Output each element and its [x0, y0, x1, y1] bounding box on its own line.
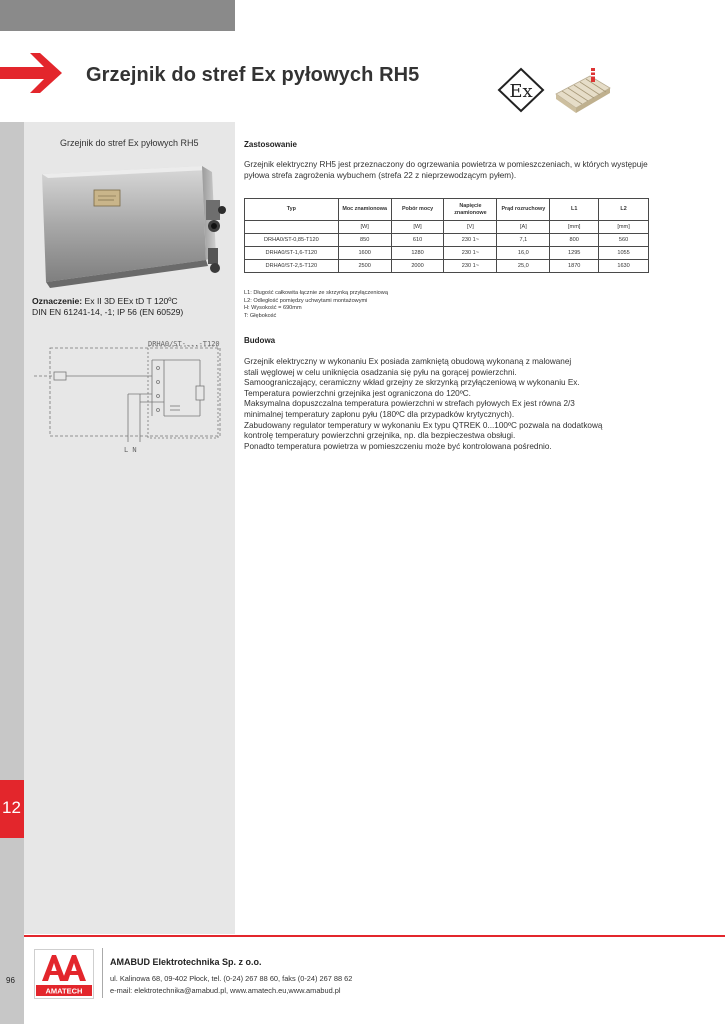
image-caption: Grzejnik do stref Ex pyłowych RH5	[60, 138, 199, 148]
table-units-row	[245, 221, 649, 234]
budowa-line: Ponadto temperatura powietrza w pomieszczeniu może być kontrolowana pośrednio.	[244, 441, 552, 451]
schematic-label: DRHA0/ST-...-T120	[148, 340, 220, 348]
table-cell: DRHA0/ST-2,5-T120	[245, 260, 339, 273]
marking-text	[32, 296, 232, 318]
table-header: L1	[550, 199, 599, 221]
table-cell: DRHA0/ST-1,6-T120	[245, 247, 339, 260]
wiring-schematic	[30, 336, 230, 456]
table-cell: 1630	[599, 260, 649, 273]
zastosowanie-heading: Zastosowanie	[244, 140, 297, 149]
table-cell: 1600	[338, 247, 391, 260]
table-cell: 560	[599, 234, 649, 247]
page-title: Grzejnik do stref Ex pyłowych RH5	[86, 64, 420, 86]
table-cell: 2500	[338, 260, 391, 273]
spec-table	[244, 198, 649, 273]
table-cell: [A]	[497, 221, 550, 234]
table-cell: 25,0	[497, 260, 550, 273]
budowa-line: Grzejnik elektryczny w wykonaniu Ex posiada zamkniętą obudową wykonaną z malowanej	[244, 357, 572, 366]
table-cell: DRHA0/ST-0,85-T120	[245, 234, 339, 247]
amatech-logo	[34, 949, 94, 999]
logo-text: AMATECH	[45, 986, 83, 996]
table-cell: 230 1~	[444, 234, 497, 247]
table-cell: 610	[391, 234, 444, 247]
table-cell: [W]	[338, 221, 391, 234]
table-cell: 16,0	[497, 247, 550, 260]
table-header: Prąd rozruchowy	[497, 199, 550, 221]
note-line: H: Wysokość = 690mm	[244, 305, 302, 312]
company-address: ul. Kalinowa 68, 09-402 Płock, tel. (0-24) 267 88 60, faks (0-24) 267 88 62	[110, 974, 353, 983]
ex-hexagon-logo	[496, 67, 546, 113]
red-arrow-icon	[0, 50, 66, 96]
company-name: AMABUD Elektrotechnika Sp. z o.o.	[110, 957, 262, 967]
table-cell: 1055	[599, 247, 649, 260]
table-cell: 230 1~	[444, 260, 497, 273]
note-line: L1: Długość całkowita łącznie ze skrzynką przyłączeniową	[244, 290, 388, 296]
table-cell: 1280	[391, 247, 444, 260]
table-cell: 800	[550, 234, 599, 247]
schematic-terminals: L N	[124, 446, 137, 454]
section-tab	[0, 780, 24, 838]
table-cell: 1295	[550, 247, 599, 260]
heater-product-photo	[34, 160, 230, 290]
table-header: Moc znamionowa	[338, 199, 391, 221]
table-notes	[244, 290, 388, 320]
header-top-bar	[0, 0, 235, 31]
marking-standards: DIN EN 61241-14, -1; IP 56 (EN 60529)	[32, 307, 184, 317]
footer-divider	[102, 948, 103, 998]
budowa-heading: Budowa	[244, 336, 276, 345]
table-cell: 230 1~	[444, 247, 497, 260]
table-header: Pobór mocy	[391, 199, 444, 221]
table-cell: 850	[338, 234, 391, 247]
company-contact: e-mail: elektrotechnika@amabud.pl, www.amatech.eu,www.amabud.pl	[110, 986, 341, 995]
table-cell: [W]	[391, 221, 444, 234]
budowa-line: Samoograniczający, ceramiczny wkład grzejny ze skrzynką przyłączeniową w wykonaniu Ex.	[244, 378, 580, 388]
table-header: Typ	[245, 199, 339, 221]
table-row	[245, 234, 649, 247]
marking-value: Ex II 3D EEx tD T 120ºC	[82, 296, 178, 306]
page-number: 96	[6, 976, 15, 985]
table-header: L2	[599, 199, 649, 221]
ex-logo-text: Ex	[509, 81, 533, 102]
marking-label: Oznaczenie:	[32, 296, 83, 306]
budowa-line: stali węglowej w celu uniknięcia osadzania się pyłu na gorącej powierzchni.	[244, 367, 517, 377]
table-cell: 1870	[550, 260, 599, 273]
budowa-line: kontrolę temperatury powierzchni grzejnika, np. dla bezpieczestwa obsługi.	[244, 431, 516, 441]
table-cell: 2000	[391, 260, 444, 273]
budowa-line: Temperatura powierzchni grzejnika jest ograniczona do 120ºC.	[244, 388, 471, 398]
table-header-row	[245, 199, 649, 221]
left-gray-strip	[0, 122, 24, 1024]
table-row	[245, 247, 649, 260]
table-header: Napięcie znamionowe	[444, 199, 497, 221]
table-row	[245, 260, 649, 273]
zastosowanie-text: Grzejnik elektryczny RH5 jest przeznaczony do ogrzewania powietrza w pomieszczeniach, w których występuje pyłowa strefa zagrożenia wybuchem (strefa 22 z nieprzewodzącym pyłem).	[244, 160, 648, 180]
section-tab-number: 12	[2, 798, 21, 817]
table-cell: 7,1	[497, 234, 550, 247]
table-cell: [mm]	[550, 221, 599, 234]
table-cell: [mm]	[599, 221, 649, 234]
budowa-text	[244, 357, 654, 452]
table-cell: [V]	[444, 221, 497, 234]
budowa-line: Zabudowany regulator temperatury w wykonaniu Ex typu QTREK 0...100ºC pozwala na dodatkową	[244, 420, 603, 430]
table-cell	[245, 221, 339, 234]
budowa-line: minimalnej temperatury zapłonu pyłu (180ºC dla przypadków krytycznych).	[244, 409, 515, 419]
heating-element-thumbnail	[552, 66, 612, 114]
note-line: L2: Odległość pomiędzy uchwytami montażowymi	[244, 297, 368, 304]
note-line: T: Głębokość	[244, 312, 277, 319]
budowa-line: Maksymalna dopuszczalna temperatura powierzchni w strefach pyłowych Ex jest równa 2/3	[244, 399, 575, 409]
